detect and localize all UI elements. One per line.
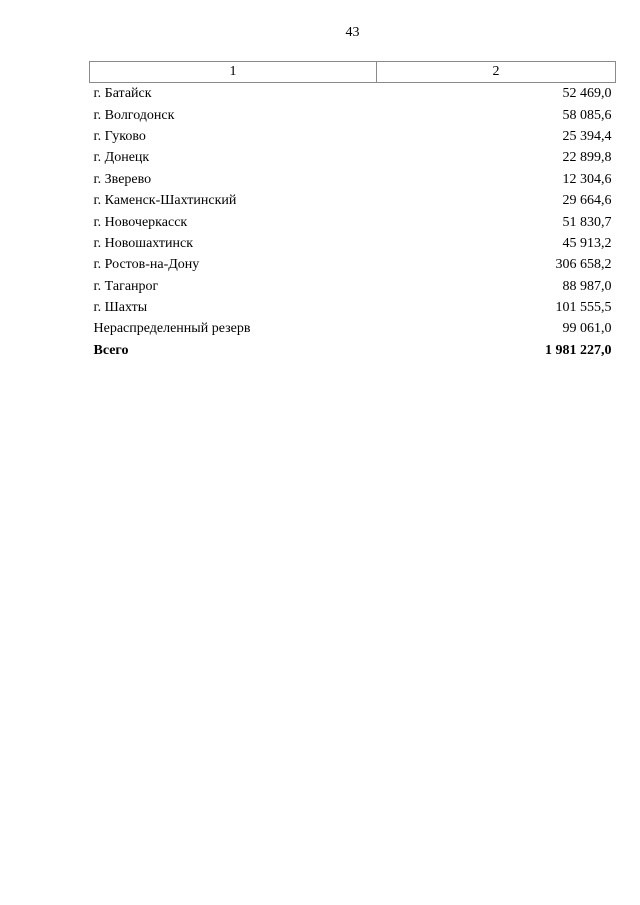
row-name: г. Зверево [93,171,152,187]
row-name: г. Новочеркасск [93,214,188,230]
table-row [90,297,616,318]
row-value: 22 899,8 [562,150,612,166]
table-row [90,104,616,125]
total-row [90,340,616,361]
row-value: 58 085,6 [562,107,612,123]
table-row [90,147,616,168]
row-name: г. Батайск [93,86,152,102]
table-row [90,318,616,339]
table-row [90,83,616,105]
row-value: 101 555,5 [555,300,612,316]
total-value: 1 981 227,0 [545,342,612,358]
row-name: г. Каменск-Шахтинский [93,193,237,209]
row-value: 51 830,7 [562,214,612,230]
row-value: 45 913,2 [562,235,612,251]
row-name: г. Ростов-на-Дону [93,257,200,273]
row-value: 29 664,6 [562,193,612,209]
column-header-2: 2 [377,62,616,83]
allocation-table [89,61,616,361]
row-value: 12 304,6 [562,171,612,187]
row-name: г. Шахты [93,300,148,316]
table-row [90,254,616,275]
table-row [90,276,616,297]
table-row [90,169,616,190]
total-label: Всего [93,342,129,358]
column-header-1: 1 [90,62,377,83]
table-row [90,126,616,147]
row-value: 52 469,0 [562,86,612,102]
row-value: 25 394,4 [562,128,612,144]
row-name: г. Новошахтинск [93,235,194,251]
row-value: 99 061,0 [562,321,612,337]
table-row [90,233,616,254]
page-number: 43 [345,25,360,40]
row-value: 306 658,2 [555,257,612,273]
table-row [90,190,616,211]
table-row [90,211,616,232]
row-name: Нераспределенный резерв [93,321,251,337]
row-name: г. Волгодонск [93,107,175,123]
header-row [90,62,616,83]
row-name: г. Донецк [93,150,150,166]
row-name: г. Гуково [93,128,146,144]
row-name: г. Таганрог [93,278,159,294]
row-value: 88 987,0 [562,278,612,294]
